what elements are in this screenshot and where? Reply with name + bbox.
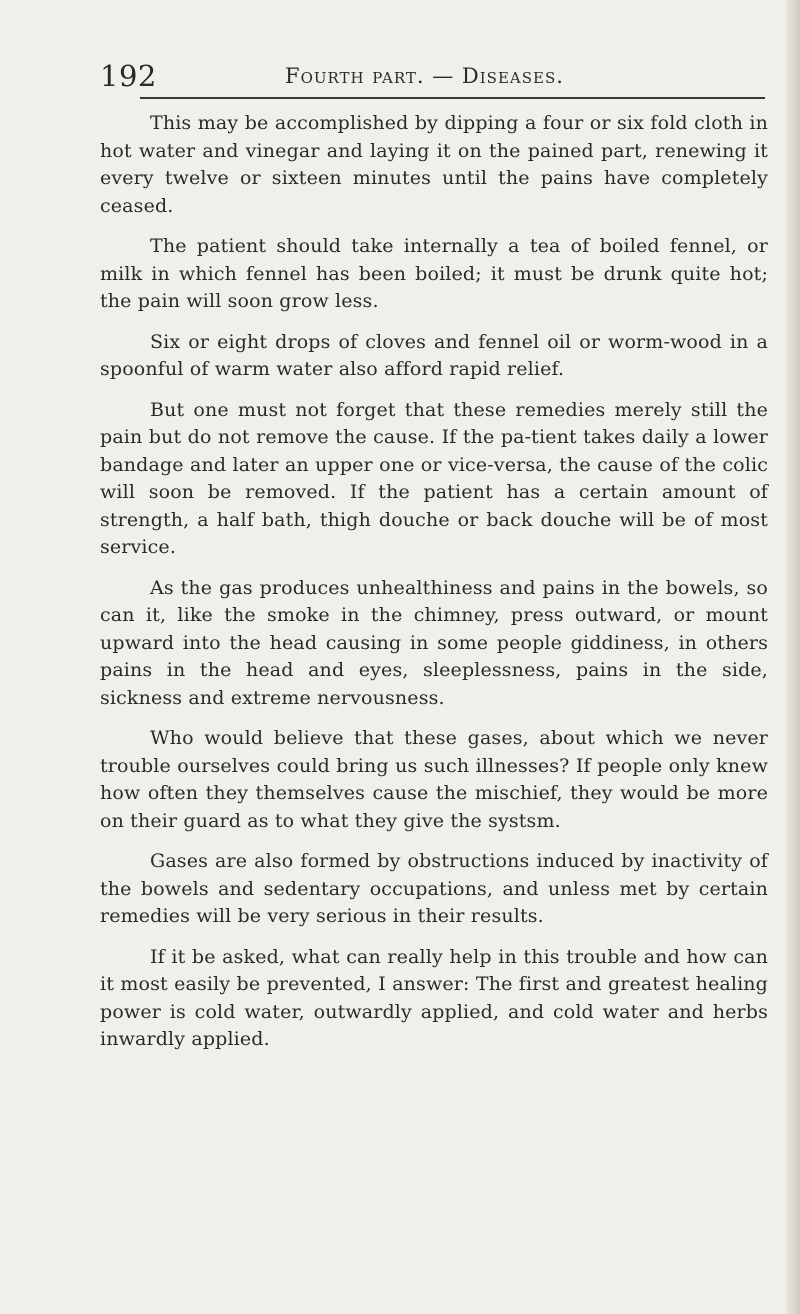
page-edge-shadow: [786, 0, 800, 1314]
header-rule: [140, 97, 765, 99]
running-head: Fourth part. — Diseases.: [285, 64, 564, 88]
paragraph-1: This may be accomplished by dipping a four or six fold cloth in hot water and vinegar and laying it on the pained part, renewing it every twelve or sixteen minutes until the pains have completely ceased.: [100, 112, 768, 217]
page-number: 192: [100, 59, 157, 93]
paragraph-6: Who would believe that these gases, about which we never trouble ourselves could bring us such illnesses? If people only knew how often they themselves cause the mischief, they would be more on their guard as to what they give the systsm.: [100, 727, 768, 832]
paragraph-7: Gases are also formed by obstructions induced by inactivity of the bowels and sedentary occupations, and unless met by certain remedies will be very serious in their results.: [100, 850, 768, 927]
body-text: [100, 110, 768, 1067]
paragraph-5: As the gas produces unhealthiness and pains in the bowels, so can it, like the smoke in the chimney, press outward, or mount upward into the head causing in some people giddiness, in others pains in the head and eyes, sleeplessness, pains in the side, sickness and extreme nervousness.: [100, 576, 768, 709]
paragraph-8: If it be asked, what can really help in this trouble and how can it most easily be prevented, I answer: The first and greatest healing power is cold water, outwardly applied, and cold water and herbs inwardly applied.: [100, 945, 768, 1050]
page-header: [100, 56, 768, 96]
paragraph-2: The patient should take internally a tea of boiled fennel, or milk in which fennel has been boiled; it must be drunk quite hot; the pain will soon grow less.: [100, 235, 768, 312]
paragraph-4: But one must not forget that these remedies merely still the pain but do not remove the cause. If the pa-tient takes daily a lower bandage and later an upper one or vice-versa, the cause of the colic will soon be removed. If the patient has a certain amount of strength, a half bath, thigh douche or back douche will be of most service.: [100, 398, 768, 558]
paragraph-3: Six or eight drops of cloves and fennel oil or worm-wood in a spoonful of warm water also afford rapid relief.: [100, 330, 768, 380]
